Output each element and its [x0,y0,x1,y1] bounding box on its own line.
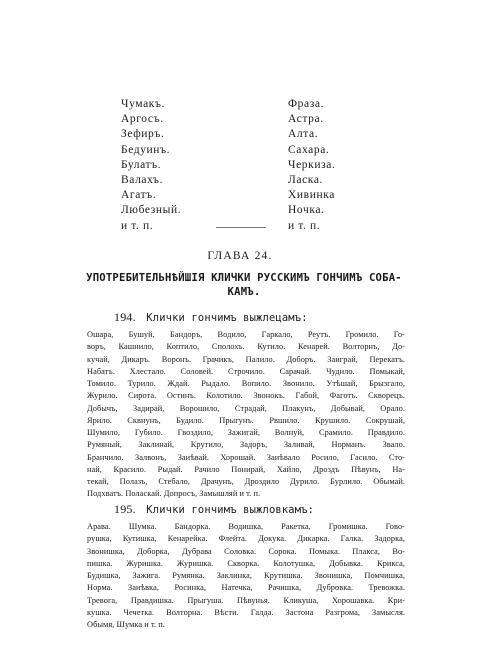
section-195-text [87,521,405,631]
text-line: рушка, Кутишка, Кенарейка. Флейта. Докука. Дикарка. Галка. Задорка, [87,534,405,544]
name-item: Аргосъ. [121,113,164,126]
name-item: Бедуинъ. [121,143,171,156]
text-line: Норма. Заиѣвка, Росинка, Натечка, Рачишка, Дубровка. Тревожка. [87,583,405,593]
name-item: и т. п. [121,219,154,232]
text-line: Звонишка, Доборка, Дубрава Соловка. Сорока. Помыка. Плакса, Во- [87,546,405,556]
name-item: Черкиза. [288,158,336,171]
heading-line: УПОТРЕБИТЕЛЬНѢЙШІЯ КЛИЧКИ РУССКИМЪ ГОНЧИМЪ СОБА- [86,272,402,284]
names-column-right [288,97,335,234]
section-195-title [114,502,314,517]
name-item: Ночка. [288,204,325,217]
name-item: Ласка. [288,174,324,187]
name-item: Зефиръ. [121,128,165,141]
text-line: Ярило. Сквнунъ, Будило. Прыгунъ. Рвшило. Крушило. Сокрушай, [87,415,405,425]
section-title-text: Клички гончимъ выжловкамъ: [146,504,315,516]
text-line: Ошара, Бушуй, Бандоръ, Водило, Гаркало, Реутъ. Громило. Го- [87,330,405,339]
name-item: Алта. [288,128,319,141]
text-line: пишка. Журишка. Журишка. Скворка. Колотушка, Добывка. Крикса, [87,558,405,568]
text-line: Добычъ, Задирай, Ворошило, Страдай, Плакунъ, Добывай, Орало. [87,403,405,413]
section-194-title [114,310,308,325]
section-number: 194. [114,310,136,324]
text-line: воръ, Кашнило, Коптило, Сполохъ. Кутило. Кенарей. Волторнъ, До- [87,342,405,352]
divider-rule [216,227,266,228]
text-line: Подхватъ. Поласкай. Допросъ, Замышляй и т. п. [87,489,261,499]
text-line: Обымя, Шумка и т. п. [87,620,165,629]
name-item: Хивинка [288,189,335,202]
name-item: Фраза. [288,98,325,110]
section-title-text: Клички гончимъ выжлецамъ: [146,312,308,324]
name-item: Чумакъ. [121,98,165,110]
name-item: Валахъ. [121,174,164,187]
text-line: Набатъ. Хлестало. Соловей. Строчило. Сарачай. Чудило. Помыкай, [87,366,405,376]
name-item: Агатъ. [121,189,157,202]
name-item: Любезный. [121,204,182,217]
text-line: кучай, Дикаръ. Воронъ. Грачикъ, Палило. Доборъ. Заиграй, Перекатъ. [87,354,405,364]
text-line: Томило. Турило. Ждай. Рыдало. Вопило. Звонило. Утѣшай, Брызгало, [87,379,405,388]
text-line: Бранчило. Залвонъ, Заиѣвай. Хорошай. Заиѣвало Росило, Гасило. Сто- [87,452,405,462]
section-194-text [87,329,405,501]
text-line: Арава. Шумка. Бандорка. Водишка, Ракетка, Громишка. Гово- [87,522,405,531]
name-item: Булатъ. [121,158,162,171]
name-item: и т. п. [288,219,321,232]
text-line: Будишка, Зажига. Румянка. Заклинка, Крутишка. Звонишка, Помчишка, [87,571,405,580]
names-column-left [121,97,181,234]
text-line: Журило. Сирота. Остинъ. Колотило. Звонокъ. Габой, Фаготъ. Скворецъ. [87,391,405,401]
text-line: Тревога, Правдишка. Прыгуша. Пѣвунья. Кликуша, Хорошавка. Кри- [87,595,405,605]
text-line: най, Красило. Рыдай. Рачило Понирай, Хайло, Дроздъ Пѣвунъ, На- [87,464,405,474]
name-item: Сахара. [288,143,330,156]
name-item: Астра. [288,113,324,126]
text-line: текай, Полазъ, Стебало, Драчунъ, Дроздило Дурило. Бурлило. Обымай. [87,477,405,486]
text-line: Шумило, Губило. Гвоздило, Зажигай, Волнуй, Срамило. Правдило. [87,428,405,437]
chapter-title: ГЛАВА 24. [207,250,273,262]
text-line: кушка. Чечетка. Волторна. Вѣсти. Галда. Застона Разгрома, Замысля. [87,607,405,617]
heading-line: КАМЪ. [227,286,261,298]
section-number: 195. [114,502,136,516]
chapter-heading [85,271,403,299]
text-line: Румяный, Заклинай, Крутило, Задоръ, Заливай, Норманъ. Звало. [87,440,405,450]
